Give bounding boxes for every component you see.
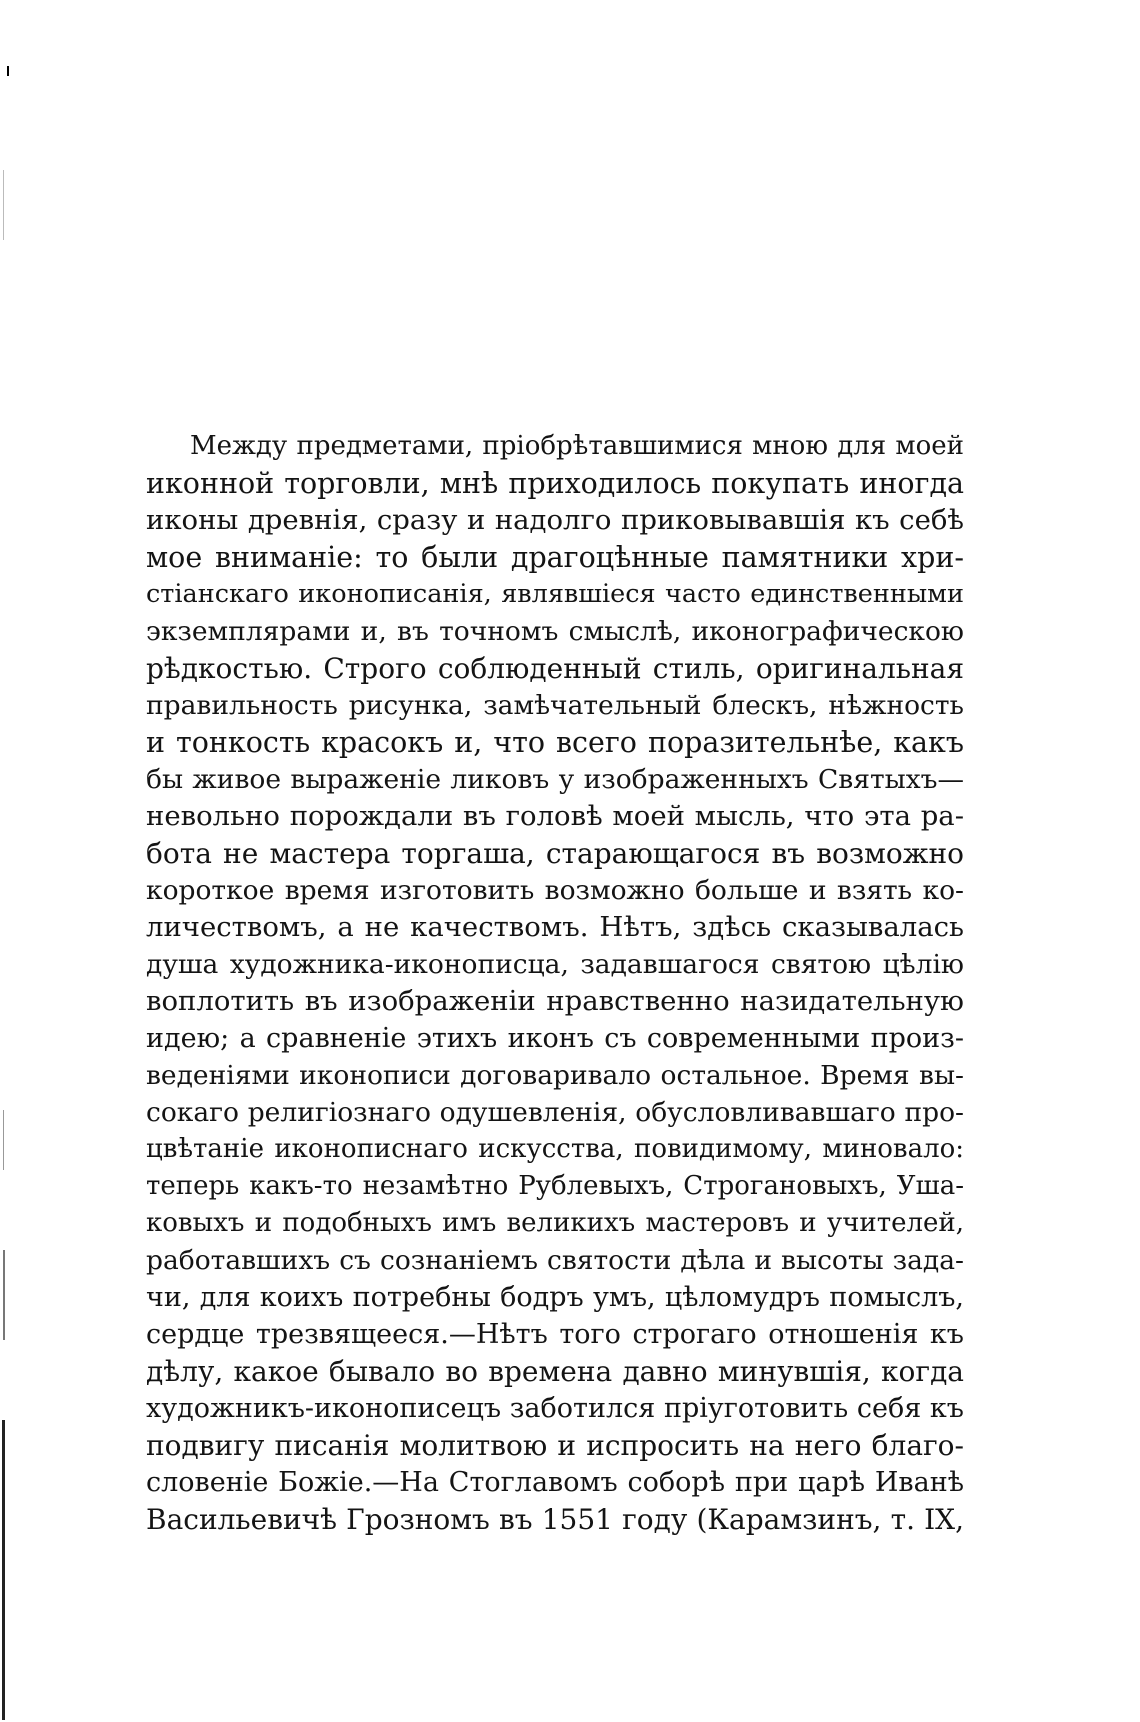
text-line: короткое время изготовить возможно больше и взять ко-: [146, 875, 964, 906]
text-line: веденіями иконописи договаривало остальное. Время вы-: [146, 1060, 964, 1091]
text-line: сокаго религіознаго одушевленія, обусловливавшаго про-: [146, 1097, 964, 1128]
scan-edge-mark: [3, 1110, 4, 1170]
text-line: иконы древнія, сразу и надолго приковывавшія къ себѣ: [146, 504, 964, 536]
text-line: иконной торговли, мнѣ приходилось покупать иногда: [146, 467, 964, 500]
text-line: стіанскаго иконописанія, являвшіеся часто единственными: [146, 579, 964, 609]
text-line: невольно порождали въ головѣ моей мысль, что эта ра-: [146, 800, 964, 832]
text-line: подвигу писанія молитвою и испросить на него благо-: [146, 1429, 964, 1462]
text-line: теперь какъ-то незамѣтно Рублевыхъ, Строгановыхъ, Ушa-: [146, 1171, 964, 1201]
text-line: чи, для коихъ потребны бодръ умъ, цѣломудръ помыслъ,: [146, 1282, 964, 1313]
text-line: бы живое выраженіе ликовъ у изображенныхъ Святыхъ—: [146, 764, 964, 795]
text-line: воплотить въ изображеніи нравственно назидательную: [146, 985, 964, 1017]
scan-edge-mark: [7, 66, 9, 76]
scan-edge-mark: [3, 170, 4, 240]
text-line: правильность рисунка, замѣчательный блескъ, нѣжность: [146, 690, 964, 721]
text-line: экземплярами и, въ точномъ смыслѣ, иконографическою: [146, 616, 964, 647]
text-line: идею; а сравненіе этихъ иконъ съ современными произ-: [146, 1023, 964, 1054]
text-line: работавшихъ съ сознаніемъ святости дѣла и высоты зада-: [146, 1245, 964, 1276]
text-line: сердце трезвящееся.—Нѣтъ того строгаго отношенія къ: [146, 1319, 964, 1350]
text-line: словеніе Божіе.—На Стоглавомъ соборѣ при царѣ Иванѣ: [146, 1467, 964, 1498]
paragraph: [146, 428, 964, 1538]
text-line: рѣдкостью. Строго соблюденный стиль, оригинальная: [146, 652, 964, 685]
text-line: дѣлу, какое бывало во времена давно минувшія, когда: [146, 1355, 964, 1388]
text-line: мое вниманіе: то были драгоцѣнные памятники хри-: [146, 541, 964, 574]
scan-edge-mark: [3, 1250, 5, 1340]
text-line: Васильевичѣ Грозномъ въ 1551 году (Карамзинъ, т. IX,: [146, 1503, 964, 1536]
text-line: бота не мастера торгаша, старающагося въ возможно: [146, 837, 964, 870]
text-line: художникъ-иконописецъ заботился пріуготовить себя къ: [146, 1393, 964, 1424]
scan-edge-mark: [2, 1420, 5, 1720]
text-line: Между предметами, пріобрѣтавшимися мною для моей: [190, 431, 964, 461]
text-line: цвѣтаніе иконописнаго искусства, повидимому, миновало:: [146, 1134, 964, 1164]
text-line: душа художника-иконописца, задавшагося святою цѣлію: [146, 949, 964, 980]
text-line: личествомъ, а не качествомъ. Нѣтъ, здѣсь сказывалась: [146, 911, 964, 943]
text-line: и тонкость красокъ и, что всего поразительнѣе, какъ: [146, 726, 964, 759]
text-line: ковыхъ и подобныхъ имъ великихъ мастеровъ и учителей,: [146, 1208, 964, 1238]
